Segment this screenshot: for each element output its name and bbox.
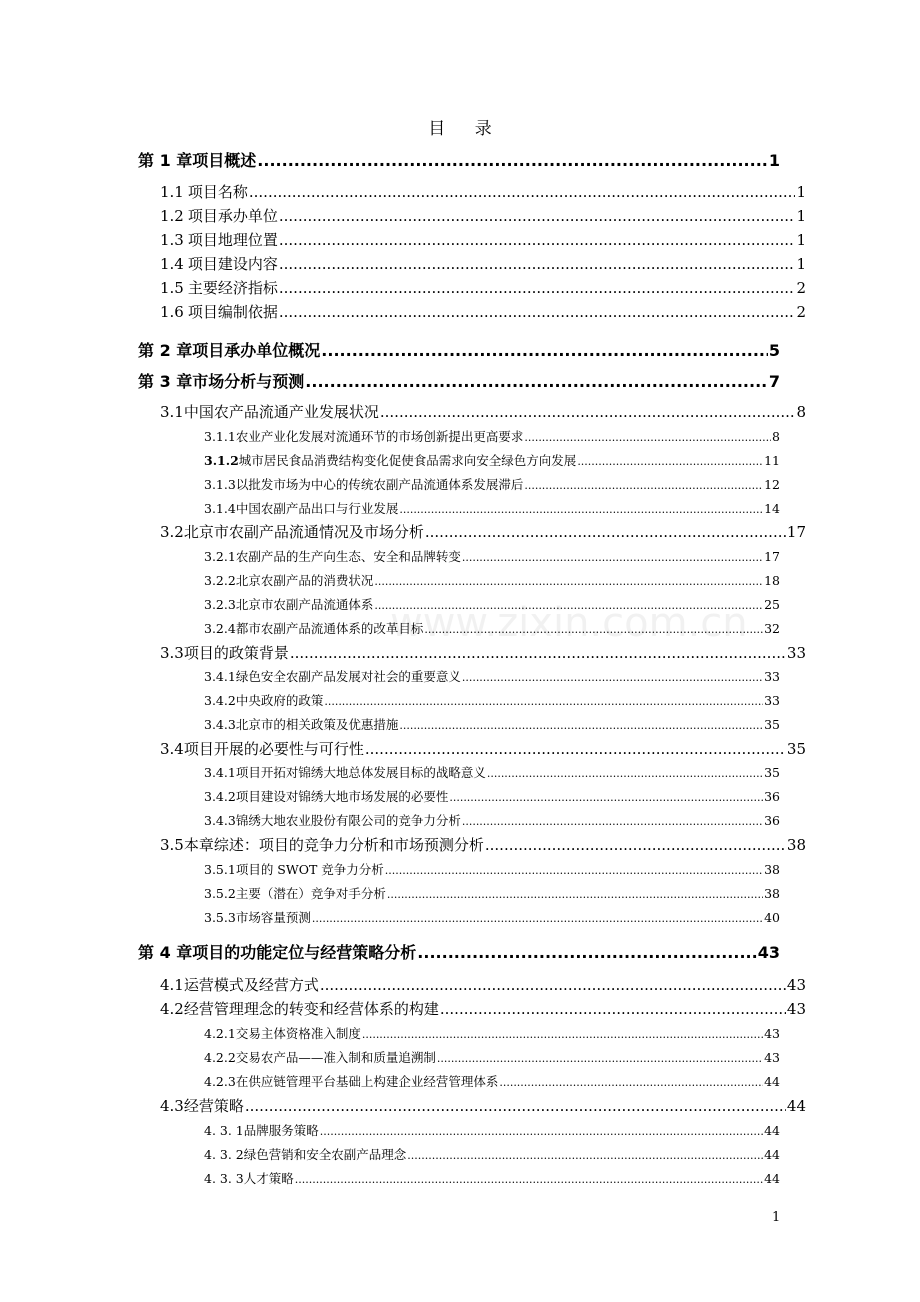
toc-entry-page: 36: [764, 813, 780, 828]
toc-entry[interactable]: [204, 451, 780, 469]
toc-entry-number: 3.1.2: [204, 453, 239, 468]
toc-entry[interactable]: [204, 691, 780, 709]
toc-entry-page: 2: [796, 303, 806, 321]
toc-leader-dots: [524, 479, 763, 492]
toc-entry-title: 项目建设内容: [187, 255, 278, 273]
toc-entry-title: 锦绣大地农业股份有限公司的竞争力分析: [235, 813, 461, 828]
toc-leader-dots: [499, 1076, 763, 1089]
toc-entry-number: 3.5.1: [204, 862, 236, 877]
toc-entry-number: 第 2 章: [138, 341, 193, 360]
toc-leader-dots: [374, 599, 763, 612]
toc-leader-dots: [305, 372, 768, 391]
toc-entry[interactable]: [138, 338, 780, 361]
toc-entry-title: 项目承办单位概况: [192, 341, 321, 360]
toc-leader-dots: [279, 255, 796, 273]
toc-leader-dots: [577, 455, 763, 468]
toc-leader-dots: [417, 943, 756, 962]
toc-leader-dots: [362, 1028, 763, 1041]
toc-entry[interactable]: [204, 1072, 780, 1090]
toc-entry-number: 3.1: [160, 403, 184, 421]
toc-entry-page: 44: [786, 1097, 806, 1115]
toc-entry[interactable]: [160, 181, 806, 202]
toc-leader-dots: [324, 695, 763, 708]
toc-entry-number: 3.5: [160, 836, 184, 854]
toc-entry-title: 项目的政策背景: [183, 644, 289, 662]
toc-entry-title: 中国农产品流通产业发展状况: [183, 403, 379, 421]
toc-entry-page: 35: [786, 740, 806, 758]
toc-entry-title: 市场分析与预测: [192, 372, 305, 391]
toc-entry-page: 32: [764, 621, 780, 636]
toc-entry-number: 3.2.2: [204, 573, 236, 588]
toc-entry[interactable]: [160, 277, 806, 298]
toc-entry-number: 3.1.1: [204, 429, 236, 444]
toc-entry-title: 经营管理理念的转变和经营体系的构建: [183, 1000, 439, 1018]
toc-entry-title: 人才策略: [243, 1171, 294, 1186]
toc-entry[interactable]: [160, 205, 806, 226]
toc-leader-dots: [279, 279, 796, 297]
toc-entry-page: 44: [764, 1171, 780, 1186]
toc-entry[interactable]: [204, 884, 780, 902]
toc-entry-number: 3.1.4: [204, 501, 236, 516]
toc-entry-page: 43: [786, 1000, 806, 1018]
toc-entry-page: 35: [764, 765, 780, 780]
toc-entry-title: 项目地理位置: [187, 231, 278, 249]
toc-leader-dots: [449, 791, 763, 804]
toc-leader-dots: [380, 403, 796, 421]
toc-entry-number: 4.2: [160, 1000, 184, 1018]
toc-entry[interactable]: [204, 427, 780, 445]
toc-entry-page: 38: [764, 886, 780, 901]
toc-entry-number: 3.4.3: [204, 717, 236, 732]
toc-leader-dots: [385, 864, 763, 877]
toc-entry-page: 12: [764, 477, 780, 492]
toc-entry-title: 交易主体资格准入制度: [235, 1026, 361, 1041]
toc-leader-dots: [245, 1097, 786, 1115]
toc-entry-number: 1.1: [160, 183, 184, 201]
toc-leader-dots: [257, 151, 768, 170]
toc-leader-dots: [524, 431, 771, 444]
toc-leader-dots: [485, 836, 786, 854]
toc-leader-dots: [425, 523, 786, 541]
toc-entry-title: 本章综述：项目的竞争力分析和市场预测分析: [183, 836, 484, 854]
toc-entry[interactable]: [160, 998, 806, 1019]
toc-entry-title: 交易农产品——准入制和质量追溯制: [235, 1050, 436, 1065]
toc-leader-dots: [290, 644, 786, 662]
toc-title-char-2: 录: [474, 119, 492, 139]
toc-entry-title: 农业产业化发展对流通环节的市场创新提出更高要求: [235, 429, 524, 444]
toc-entry-number: 1.2: [160, 207, 184, 225]
toc-entry[interactable]: [204, 619, 780, 637]
toc-leader-dots: [320, 976, 786, 994]
toc-entry-number: 3.4.2: [204, 693, 236, 708]
toc-entry[interactable]: [160, 834, 806, 855]
toc-entry-page: 8: [796, 403, 806, 421]
toc-entry-title: 北京市农副产品流通体系: [235, 597, 374, 612]
toc-entry-page: 43: [757, 943, 780, 962]
toc-entry-page: 8: [772, 429, 780, 444]
toc-entry-title: 中央政府的政策: [235, 693, 324, 708]
toc-entry-title: 北京市农副产品流通情况及市场分析: [183, 523, 424, 541]
toc-entry-title: 农副产品的生产向生态、安全和品牌转变: [235, 549, 461, 564]
toc-entry-title: 项目建设对锦绣大地市场发展的必要性: [235, 789, 449, 804]
toc-leader-dots: [321, 341, 768, 360]
toc-entry-title: 市场容量预测: [235, 910, 311, 925]
toc-entry[interactable]: [160, 642, 806, 663]
toc-entry-page: 25: [764, 597, 780, 612]
toc-entry[interactable]: [204, 860, 780, 878]
toc-entry-number: 3.4.1: [204, 765, 236, 780]
toc-leader-dots: [399, 719, 763, 732]
toc-entry-number: 3.2.4: [204, 621, 236, 636]
toc-entry-title: 品牌服务策略: [243, 1123, 319, 1138]
toc-entry-number: 1.3: [160, 231, 184, 249]
toc-entry-title: 项目概述: [192, 151, 257, 170]
toc-entry[interactable]: [204, 908, 780, 926]
toc-entry-page: 1: [796, 231, 806, 249]
toc-entry-page: 38: [786, 836, 806, 854]
toc-entry-number: 4. 3. 1: [204, 1123, 244, 1138]
toc-entry[interactable]: [204, 787, 780, 805]
toc-entry-page: 33: [786, 644, 806, 662]
toc-entry[interactable]: [204, 715, 780, 733]
toc-entry[interactable]: [138, 369, 780, 392]
toc-entry-page: 1: [796, 255, 806, 273]
toc-entry-number: 第 4 章: [138, 943, 193, 962]
toc-entry[interactable]: [204, 1048, 780, 1066]
toc-entry-number: 3.4.1: [204, 669, 236, 684]
toc-entry[interactable]: [160, 1095, 806, 1116]
toc-entry-page: 2: [796, 279, 806, 297]
toc-entry-title: 在供应链管理平台基础上构建企业经营管理体系: [235, 1074, 499, 1089]
toc-title: [0, 114, 920, 139]
toc-leader-dots: [374, 575, 763, 588]
toc-entry-number: 1.5: [160, 279, 184, 297]
toc-entry-number: 3.1.3: [204, 477, 236, 492]
toc-leader-dots: [365, 740, 786, 758]
toc-entry-title: 经营策略: [183, 1097, 244, 1115]
toc-entry[interactable]: [138, 940, 780, 963]
toc-entry-number: 3.3: [160, 644, 184, 662]
toc-leader-dots: [399, 503, 763, 516]
toc-entry-number: 4. 3. 3: [204, 1171, 244, 1186]
toc-entry[interactable]: [160, 974, 806, 995]
toc-leader-dots: [279, 303, 796, 321]
toc-entry[interactable]: [204, 811, 780, 829]
toc-entry-title: 北京农副产品的消费状况: [235, 573, 374, 588]
toc-entry-number: 4.1: [160, 976, 184, 994]
toc-entry-title: 以批发市场为中心的传统农副产品流通体系发展滞后: [235, 477, 524, 492]
toc-leader-dots: [437, 1052, 763, 1065]
toc-leader-dots: [440, 1000, 786, 1018]
toc-entry-number: 3.5.2: [204, 886, 236, 901]
toc-leader-dots: [295, 1173, 763, 1186]
toc-entry-page: 7: [768, 372, 780, 391]
toc-leader-dots: [462, 815, 763, 828]
toc-entry-number: 3.4.2: [204, 789, 236, 804]
toc-entry-number: 第 1 章: [138, 151, 193, 170]
toc-entry-page: 1: [796, 183, 806, 201]
toc-entry-number: 1.6: [160, 303, 184, 321]
toc-entry-page: 43: [764, 1026, 780, 1041]
toc-entry-number: 4.2.2: [204, 1050, 236, 1065]
toc-leader-dots: [312, 912, 763, 925]
toc-entry[interactable]: [204, 1145, 780, 1163]
toc-entry-title: 项目编制依据: [187, 303, 278, 321]
toc-entry-title: 绿色安全农副产品发展对社会的重要意义: [235, 669, 461, 684]
toc-entry-page: 11: [764, 453, 780, 468]
toc-entry[interactable]: [204, 547, 780, 565]
toc-entry[interactable]: [204, 499, 780, 517]
toc-entry[interactable]: [160, 253, 806, 274]
toc-leader-dots: [407, 1149, 763, 1162]
toc-entry-page: 17: [764, 549, 780, 564]
watermark: www.zixin.com.cn: [390, 600, 748, 646]
toc-entry-number: 4.2.3: [204, 1074, 236, 1089]
toc-entry-page: 40: [764, 910, 780, 925]
toc-entry-page: 44: [764, 1147, 780, 1162]
toc-entry-page: 33: [764, 669, 780, 684]
toc-leader-dots: [387, 888, 763, 901]
toc-entry[interactable]: [204, 1169, 780, 1187]
toc-leader-dots: [279, 207, 796, 225]
toc-entry-number: 1.4: [160, 255, 184, 273]
toc-entry-title: 项目名称: [187, 183, 248, 201]
toc-entry-title: 项目开展的必要性与可行性: [183, 740, 364, 758]
toc-entry[interactable]: [204, 571, 780, 589]
toc-entry-title: 都市农副产品流通体系的改革目标: [235, 621, 424, 636]
toc-entry-page: 18: [764, 573, 780, 588]
toc-entry-number: 第 3 章: [138, 372, 193, 391]
toc-entry-page: 43: [764, 1050, 780, 1065]
toc-entry-title: 主要（潜在）竞争对手分析: [235, 886, 386, 901]
toc-entry[interactable]: [160, 738, 806, 759]
page-number: 1: [772, 1210, 781, 1225]
toc-entry-number: 3.5.3: [204, 910, 236, 925]
toc-entry-number: 3.2.3: [204, 597, 236, 612]
toc-entry[interactable]: [160, 401, 806, 422]
toc-entry-title: 中国农副产品出口与行业发展: [235, 501, 399, 516]
toc-leader-dots: [462, 671, 763, 684]
toc-leader-dots: [279, 231, 796, 249]
toc-entry-title: 项目承办单位: [187, 207, 278, 225]
toc-entry[interactable]: [204, 667, 780, 685]
toc-entry-title: 城市居民食品消费结构变化促使食品需求向安全绿色方向发展: [238, 453, 577, 468]
toc-entry-page: 43: [786, 976, 806, 994]
toc-entry-number: 3.4.3: [204, 813, 236, 828]
toc-entry[interactable]: [138, 148, 780, 171]
toc-entry-number: 3.4: [160, 740, 184, 758]
toc-entry[interactable]: [204, 595, 780, 613]
toc-entry-page: 38: [764, 862, 780, 877]
toc-leader-dots: [462, 551, 763, 564]
toc-entry-page: 1: [796, 207, 806, 225]
toc-title-char-1: 目: [428, 119, 446, 139]
toc-entry-page: 36: [764, 789, 780, 804]
toc-entry-title: 项目开拓对锦绣大地总体发展目标的战略意义: [235, 765, 486, 780]
toc-entry-title: 项目的 SWOT 竞争力分析: [235, 862, 384, 877]
toc-entry[interactable]: [204, 763, 780, 781]
toc-entry[interactable]: [160, 521, 806, 542]
toc-leader-dots: [320, 1125, 763, 1138]
toc-leader-dots: [424, 623, 763, 636]
toc-entry-page: 33: [764, 693, 780, 708]
toc-entry-number: 3.2: [160, 523, 184, 541]
toc-entry-page: 14: [764, 501, 780, 516]
toc-leader-dots: [249, 183, 796, 201]
toc-entry-page: 35: [764, 717, 780, 732]
toc-entry[interactable]: [204, 1121, 780, 1139]
toc-entry[interactable]: [160, 229, 806, 250]
toc-entry-title: 运营模式及经营方式: [183, 976, 319, 994]
toc-entry-number: 4.3: [160, 1097, 184, 1115]
toc-entry-title: 主要经济指标: [187, 279, 278, 297]
toc-entry-page: 44: [764, 1123, 780, 1138]
toc-entry-title: 绿色营销和安全农副产品理念: [243, 1147, 407, 1162]
toc-leader-dots: [487, 767, 763, 780]
toc-entry-page: 1: [768, 151, 780, 170]
toc-entry-number: 3.2.1: [204, 549, 236, 564]
toc-entry-page: 17: [786, 523, 806, 541]
toc-entry-title: 项目的功能定位与经营策略分析: [192, 943, 417, 962]
toc-entry-number: 4. 3. 2: [204, 1147, 244, 1162]
toc-entry[interactable]: [160, 301, 806, 322]
toc-entry-title: 北京市的相关政策及优惠措施: [235, 717, 399, 732]
toc-entry[interactable]: [204, 475, 780, 493]
toc-entry[interactable]: [204, 1024, 780, 1042]
toc-entry-page: 5: [768, 341, 780, 360]
toc-entry-page: 44: [764, 1074, 780, 1089]
toc-entry-number: 4.2.1: [204, 1026, 236, 1041]
